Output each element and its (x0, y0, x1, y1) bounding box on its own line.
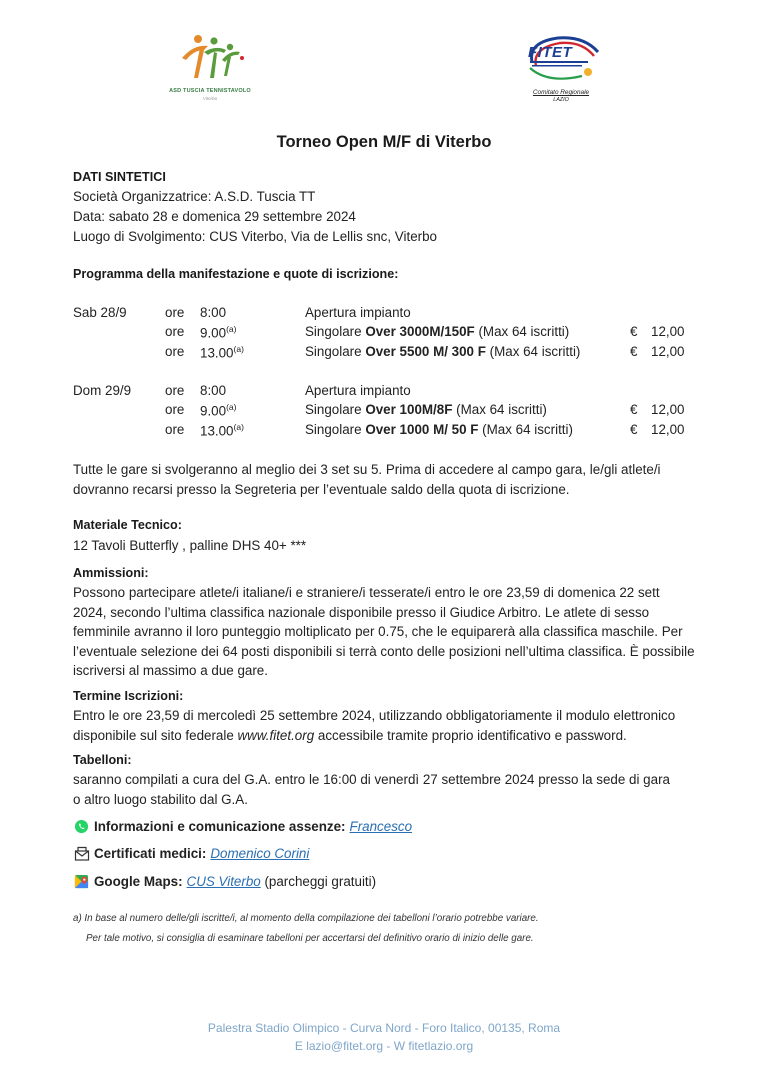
termine-line: disponibile sul sito federale www.fitet.org accessibile tramite proprio identificativo e password. (73, 727, 627, 743)
schedule-time: 13.00$^{(a)}$ (200, 344, 244, 361)
schedule-event: Singolare Over 1000 M/ 50 F (Max 64 iscritti) (305, 422, 573, 437)
price-value: 12,00 (651, 344, 685, 359)
price-currency: € (630, 402, 638, 417)
ammissioni-line: femminile avranno il loro punteggio moltiplicato per 0.75, che le equiparerà alla classifica maschile. Per (73, 624, 683, 639)
schedule-ore: ore (165, 305, 185, 320)
ammissioni-line: Possono partecipare atlete/i italiane/i e straniere/i tesserate/i entro le ore 23,59 di domenica 22 sett (73, 585, 660, 600)
schedule-event: Apertura impianto (305, 383, 411, 398)
programma-heading: Programma della manifestazione e quote di iscrizione: (73, 267, 399, 281)
tabelloni-line: o altro luogo stabilito dal G.A. (73, 791, 248, 807)
schedule-time: 9.00$^{(a)}$ (200, 402, 237, 419)
price-value: 12,00 (651, 324, 685, 339)
footnote-marker: (a) (226, 324, 237, 334)
tabelloni-paragraph (73, 770, 698, 809)
fitet-brand: FITET (528, 44, 573, 61)
ammissioni-paragraph (73, 583, 698, 681)
cus-viterbo-link[interactable]: CUS Viterbo (186, 874, 261, 889)
footer-address: Palestra Stadio Olimpico - Curva Nord - Foro Italico, 00135, Roma (207, 1021, 561, 1035)
schedule-event: Singolare Over 3000M/150F (Max 64 iscritti) (305, 324, 570, 339)
ammissioni-line: l’eventuale selezione dei 64 posti disponibili si terrà conto delle posizioni nell’ultima classifica. È possibile (73, 643, 695, 659)
footer-contacts: E lazio@fitet.org - W fitetlazio.org (294, 1039, 474, 1053)
parcheggi-note: (parcheggi gratuiti) (260, 874, 377, 889)
domenico-corini-link[interactable]: Domenico Corini (210, 846, 310, 861)
footnote-marker: (a) (226, 402, 237, 412)
price-value: 12,00 (651, 402, 685, 417)
dati-line: Data: sabato 28 e domenica 29 settembre 2024 (73, 209, 356, 224)
materiale-text: 12 Tavoli Butterfly , palline DHS 40+ *** (73, 538, 307, 553)
footnote-line: Per tale motivo, si consiglia di esaminare tabelloni per accertarsi del definitivo orario di inizio delle gare. (86, 933, 534, 944)
google-maps-icon (73, 873, 90, 890)
contact-google-maps: Google Maps: CUS Viterbo (parcheggi gratuiti) (73, 873, 376, 890)
club-subtitle: Viterbo (202, 96, 218, 101)
price-currency: € (630, 344, 638, 359)
dati-line: Luogo di Svolgimento: CUS Viterbo, Via de Lellis snc, Viterbo (73, 229, 437, 244)
footnote-marker: (a) (233, 422, 244, 432)
club-logo-figures-icon (164, 30, 256, 88)
schedule-time: 8:00 (200, 305, 227, 320)
rules-paragraph (73, 460, 698, 499)
price-currency: € (630, 324, 638, 339)
price-currency: € (630, 422, 638, 437)
francesco-link[interactable]: Francesco (349, 819, 413, 834)
club-logo (164, 30, 256, 108)
fitet-logo (518, 32, 604, 104)
mail-icon (73, 845, 90, 862)
schedule-time: 13.00$^{(a)}$ (200, 422, 244, 439)
schedule-day: Sab 28/9 (73, 305, 127, 320)
schedule-event: Singolare Over 5500 M/ 300 F (Max 64 iscritti) (305, 344, 581, 359)
schedule-ore: ore (165, 344, 185, 359)
ammissioni-line: iscriversi al massimo a due gare. (73, 663, 268, 678)
fitet-site-link[interactable]: www.fitet.org (237, 727, 315, 743)
whatsapp-icon (73, 818, 90, 835)
tabelloni-heading: Tabelloni: (73, 753, 132, 767)
schedule-time: 9.00$^{(a)}$ (200, 324, 237, 341)
materiale-heading: Materiale Tecnico: (73, 518, 182, 532)
schedule-ore: ore (165, 422, 185, 437)
document-title: Torneo Open M/F di Viterbo (276, 133, 492, 151)
termine-heading: Termine Iscrizioni: (73, 689, 184, 703)
rules-line: dovranno recarsi presso la Segreteria per l’eventuale saldo della quota di iscrizione. (73, 481, 570, 497)
schedule-ore: ore (165, 402, 185, 417)
rules-line: Tutte le gare si svolgeranno al meglio dei 3 set su 5. Prima di accedere al campo gara, le/gli atlete/i (73, 462, 661, 477)
schedule-time: 8:00 (200, 383, 227, 398)
tabelloni-line: saranno compilati a cura del G.A. entro le 16:00 di venerdì 27 settembre 2024 presso la sede di gara (73, 772, 670, 787)
footnote-line: a) In base al numero delle/gli iscritte/i, al momento della compilazione dei tabelloni l’orario potrebbe variare. (73, 913, 539, 924)
footnote-marker: (a) (233, 344, 244, 354)
dati-heading: DATI SINTETICI (73, 170, 166, 184)
termine-line: Entro le ore 23,59 di mercoledì 25 settembre 2024, utilizzando obbligatoriamente il modulo elettronico (73, 708, 676, 723)
fitet-regione: LAZIO (553, 97, 569, 103)
contact-certificati: Certificati medici: Domenico Corini (73, 845, 309, 862)
dati-line: Società Organizzatrice: A.S.D. Tuscia TT (73, 189, 316, 204)
schedule-event: Singolare Over 100M/8F (Max 64 iscritti) (305, 402, 547, 417)
schedule-ore: ore (165, 324, 185, 339)
fitet-comitato: Comitato Regionale (532, 89, 590, 96)
ammissioni-heading: Ammissioni: (73, 566, 149, 580)
schedule-day: Dom 29/9 (73, 383, 132, 398)
schedule-event: Apertura impianto (305, 305, 411, 320)
ammissioni-line: 2024, secondo l’ultima classifica nazionale disponibile presso il Giudice Arbitro. Le atlete di sesso (73, 604, 650, 620)
price-value: 12,00 (651, 422, 685, 437)
schedule-ore: ore (165, 383, 185, 398)
contact-informazioni: Informazioni e comunicazione assenze: Francesco (73, 818, 412, 835)
club-name: ASD TUSCIA TENNISTAVOLO (169, 88, 251, 94)
termine-paragraph (73, 706, 698, 745)
